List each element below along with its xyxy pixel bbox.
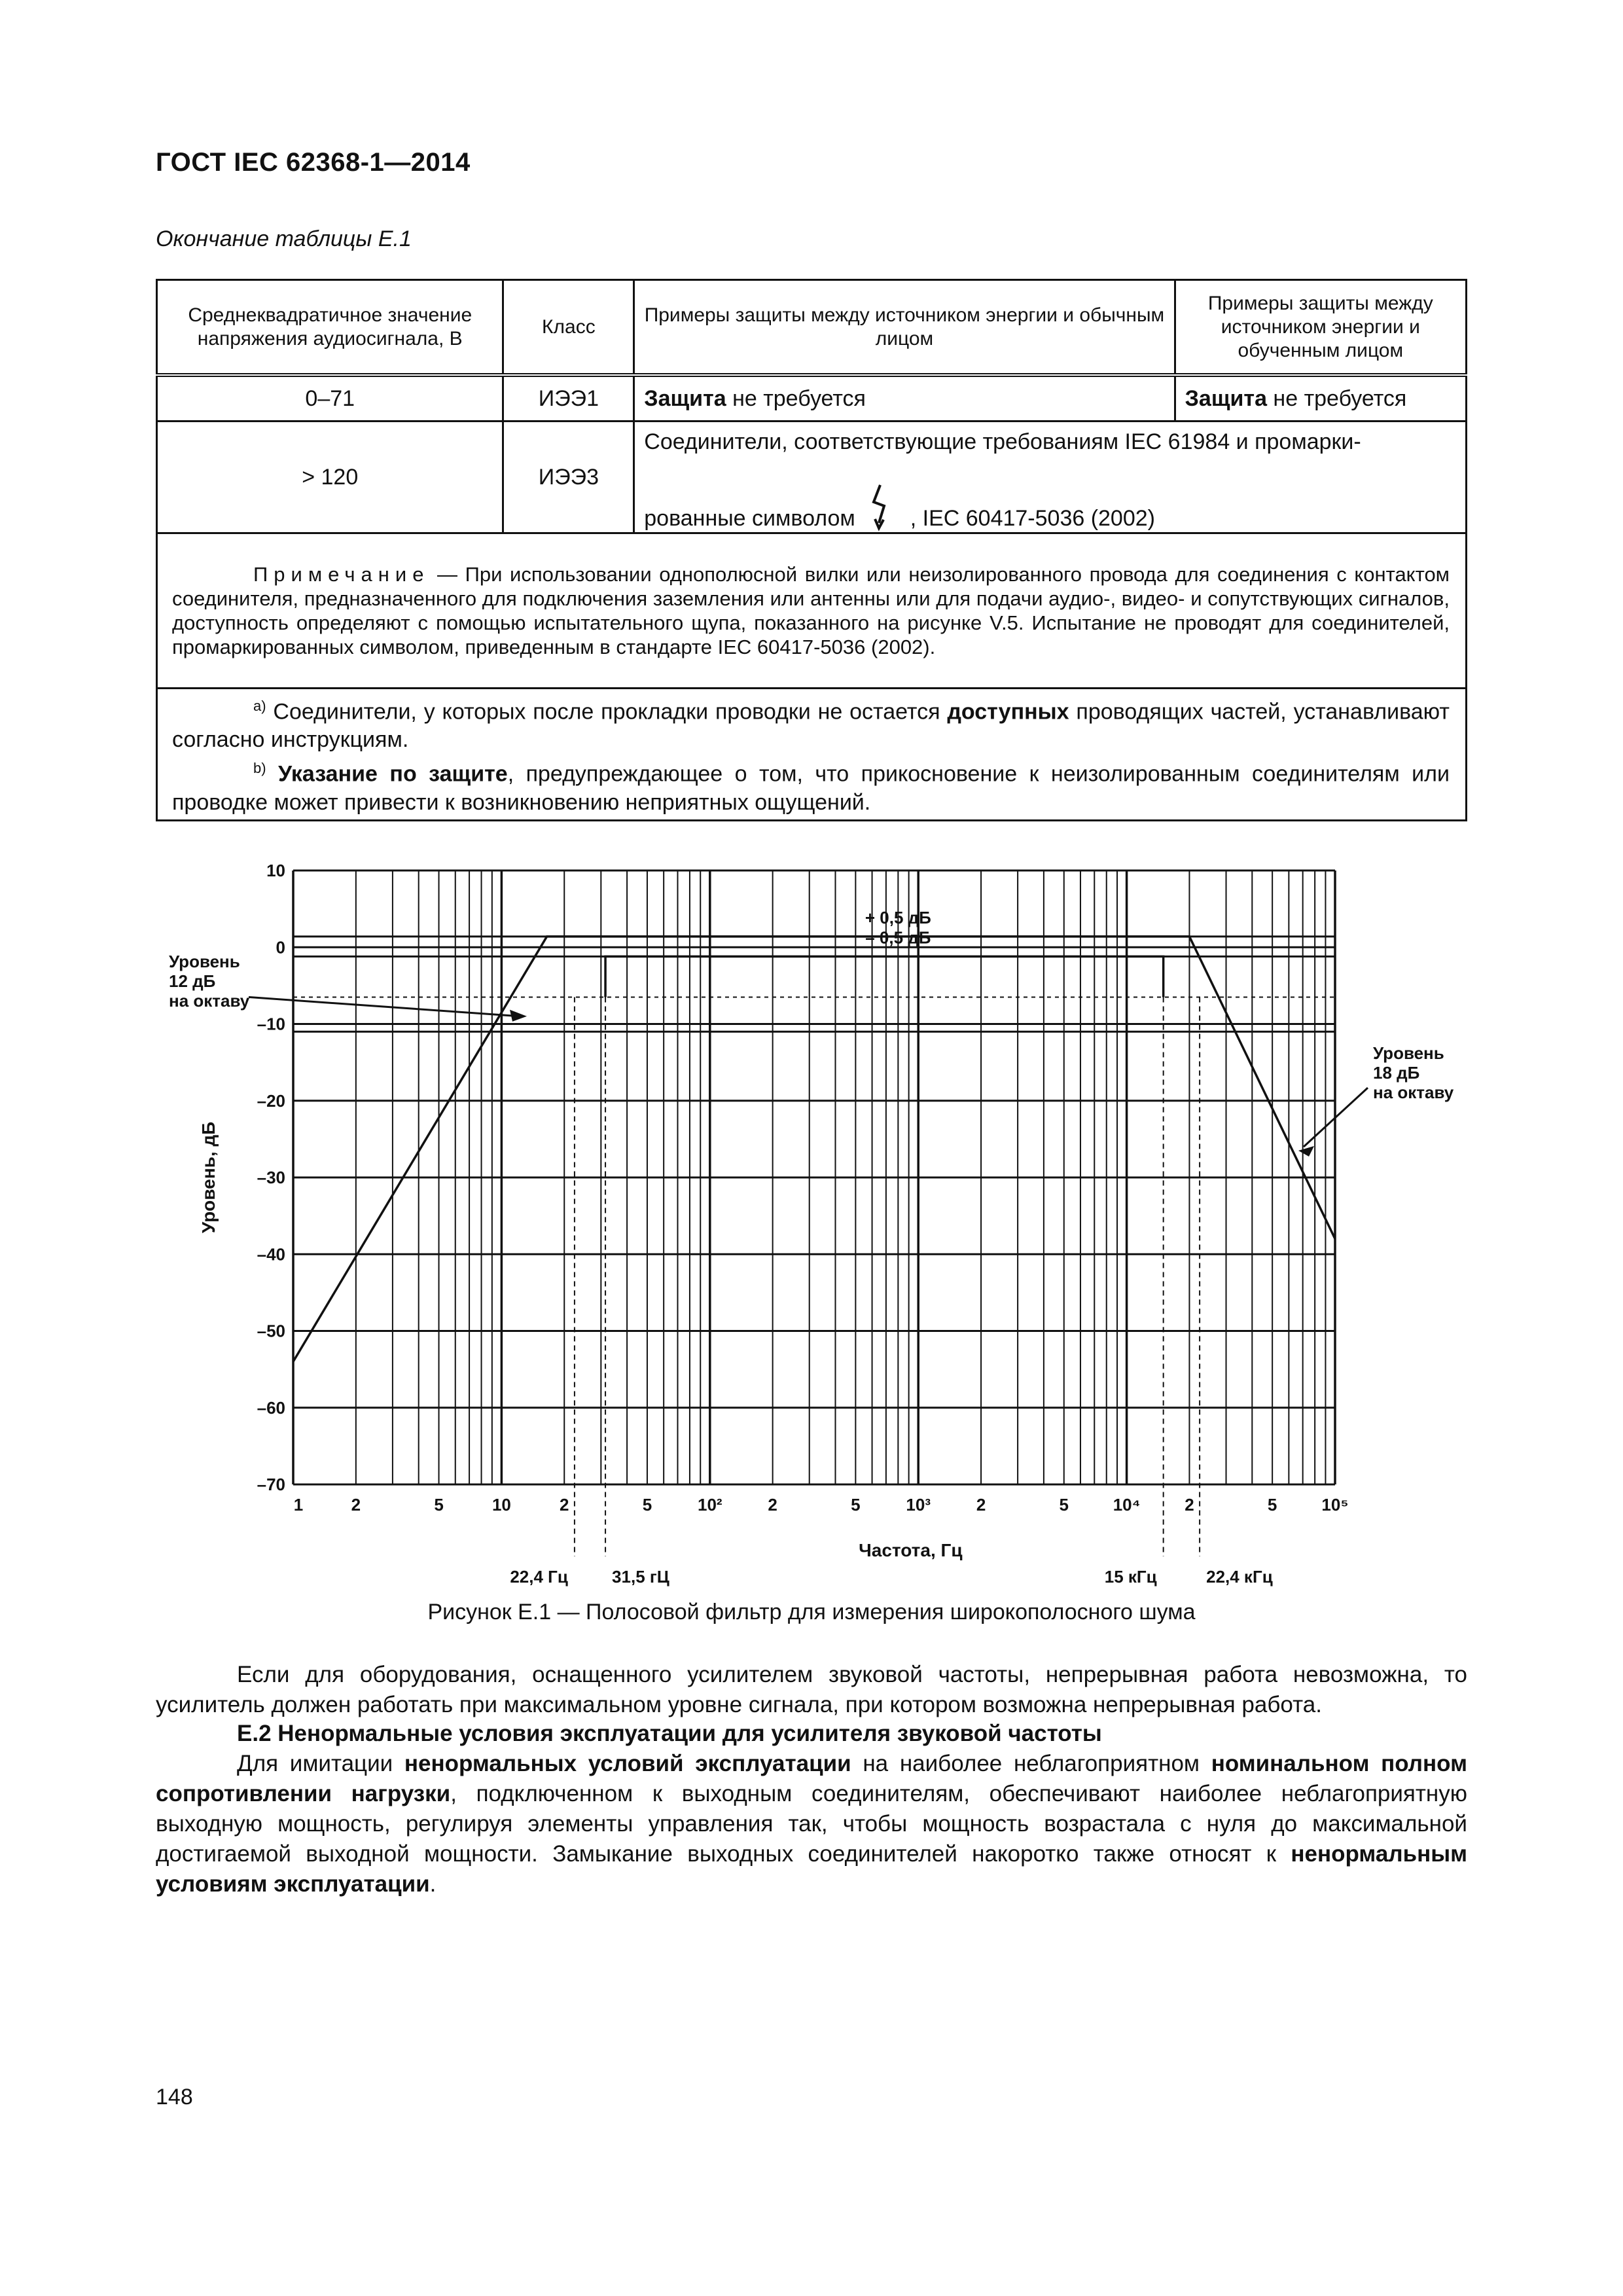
footnote-text: Соединители, у которых после прокладки проводки не остается	[266, 699, 948, 725]
marker-label: 15 кГц	[1104, 1567, 1157, 1587]
term-safety-instruction: Указание по защите	[278, 761, 508, 787]
y-tick-label: –60	[257, 1397, 285, 1418]
band-label-lower: – 0,5 дБ	[865, 927, 931, 948]
x-tick-label: 10²	[698, 1495, 722, 1515]
chart-ticks	[257, 861, 1349, 1515]
x-tick-label: 2	[976, 1495, 986, 1515]
x-tick-label: 10⁵	[1321, 1495, 1349, 1515]
document-title: ГОСТ IEC 62368-1—2014	[156, 148, 471, 177]
arrowhead-right-icon	[1298, 1146, 1314, 1157]
x-tick-label: 5	[434, 1495, 444, 1515]
note-text: — При использовании однополюсной вилки или неизолированного провода для соединения с контактом соединителя, предназначенного для подключения заземления или антенны или для подачи аудио-, видео- и сопутствующих сигналов, доступность определяют с помощью испытательного щупа, показанного на рисунке V.5. Испытание не проводят для соединителей, промаркированных символом, приведенным в стандарте IEC 60417-5036 (2002).	[172, 563, 1450, 658]
footnote-mark: a)	[253, 698, 266, 714]
y-tick-label: –10	[257, 1014, 285, 1034]
paragraph-text: на наиболее неблагоприятном	[851, 1751, 1211, 1776]
arrowhead-left-icon	[510, 1010, 527, 1022]
series-line	[293, 937, 1335, 1362]
x-tick-label: 10⁴	[1113, 1495, 1141, 1515]
chart-series	[293, 937, 1335, 1362]
marker-label: 22,4 Гц	[510, 1567, 568, 1587]
term-accessible: доступных	[947, 699, 1069, 725]
slope-annotation-right: на октаву	[1373, 1083, 1454, 1102]
cell-class: ИЭЭ1	[503, 375, 634, 422]
term-protection: Защита	[1185, 386, 1267, 411]
cell-text: не требуется	[726, 386, 866, 411]
annotation-leader-left	[249, 997, 520, 1016]
term-rated-load-impedance: номинальном полном сопротивлении нагрузки	[156, 1751, 1467, 1806]
col-header-class: Класс	[503, 280, 634, 376]
y-tick-label: –20	[257, 1090, 285, 1111]
slope-annotation-right: 18 дБ	[1373, 1063, 1420, 1083]
x-tick-label: 10	[491, 1495, 511, 1515]
y-tick-label: –70	[257, 1475, 285, 1494]
band-label-upper: + 0,5 дБ	[865, 907, 931, 927]
cell-voltage: 0–71	[157, 375, 503, 422]
section-heading	[156, 1719, 1467, 1749]
footnote-text: , предупреждающее о том, что прикосновение к неизолированным соединителям или проводке может привести к возникновению неприятных ощущений.	[172, 761, 1450, 815]
marker-label: 22,4 кГц	[1206, 1567, 1273, 1587]
slope-annotation-left: Уровень	[169, 952, 240, 971]
x-axis-label: Частота, Гц	[859, 1540, 963, 1560]
table-caption: Окончание таблицы Е.1	[156, 226, 412, 251]
y-tick-label: –50	[257, 1321, 285, 1341]
x-tick-label: 10³	[906, 1495, 931, 1515]
x-tick-label: 2	[768, 1495, 777, 1515]
marker-label: 31,5 гЦ	[612, 1567, 669, 1587]
col-header-voltage: Среднеквадратичное значение напряжения аудиосигнала, В	[157, 280, 503, 376]
figure-caption: Рисунок Е.1 — Полосовой фильтр для измерения широкополосного шума	[427, 1600, 1196, 1624]
col-header-instructed-person: Примеры защиты между источником энергии и обученным лицом	[1175, 280, 1466, 376]
x-tick-label: 5	[1267, 1495, 1277, 1515]
cell-text: рованные символом	[644, 505, 855, 531]
page-number: 148	[156, 2085, 193, 2109]
term-abnormal-conditions: ненормальным условиям эксплуатации	[156, 1841, 1467, 1897]
term-abnormal-conditions: ненормальных условий эксплуатации	[404, 1751, 851, 1776]
y-axis-label: Уровень, дБ	[198, 1121, 219, 1234]
cell-text: , IEC 60417-5036 (2002)	[910, 505, 1155, 531]
slope-annotation-left: 12 дБ	[169, 971, 216, 991]
cell-class: ИЭЭ3	[503, 422, 634, 533]
term-protection: Защита	[644, 386, 726, 411]
cell-text: не требуется	[1266, 386, 1407, 411]
footnote-text: проводящих частей, устанавливают согласно инструкциям.	[172, 699, 1450, 753]
col-header-ordinary-person: Примеры защиты между источником энергии и обычным лицом	[634, 280, 1175, 376]
x-tick-label: 2	[351, 1495, 361, 1515]
paragraph-text: Для имитации	[237, 1751, 404, 1776]
y-tick-label: –40	[257, 1244, 285, 1265]
y-tick-label: 0	[276, 937, 285, 958]
x-tick-label: 5	[642, 1495, 652, 1515]
x-tick-label: 5	[851, 1495, 861, 1515]
paragraph-text: .	[429, 1871, 437, 1897]
y-tick-label: 10	[266, 861, 285, 880]
x-tick-label: 5	[1059, 1495, 1069, 1515]
x-tick-label: 2	[1185, 1495, 1194, 1515]
slope-annotation-left: на октаву	[169, 991, 250, 1011]
cell-voltage: > 120	[157, 422, 503, 533]
paragraph-text: Если для оборудования, оснащенного усилителем звуковой частоты, непрерывная работа невозможна, то усилитель должен работать при максимальном уровне сигнала, при котором возможна непрерывная работа.	[156, 1662, 1467, 1717]
cell-text-line1: Соединители, соответствующие требованиям IEC 61984 и промарки-	[644, 429, 1361, 454]
x-tick-label: 1	[293, 1495, 304, 1515]
chart-grid	[293, 870, 1335, 1484]
paragraph-2	[156, 1749, 1467, 1899]
paragraph-text: , подключенном к выходным соединителям, обеспечивают наиболее неблагоприятную выходную мощность, регулируя элементы управления так, чтобы мощность возрастала с нуля до максимальной достигаемой выходной мощности. Замыкание выходных соединителей накоротко также относят к	[156, 1781, 1467, 1867]
x-tick-label: 2	[560, 1495, 569, 1515]
heading-text: Е.2 Ненормальные условия эксплуатации для усилителя звуковой частоты	[237, 1721, 1102, 1746]
y-tick-label: –30	[257, 1168, 285, 1187]
slope-annotation-right: Уровень	[1373, 1043, 1444, 1063]
note-label: Примечание	[253, 563, 430, 586]
footnote-mark: b)	[253, 760, 266, 777]
paragraph-1	[156, 1660, 1467, 1720]
